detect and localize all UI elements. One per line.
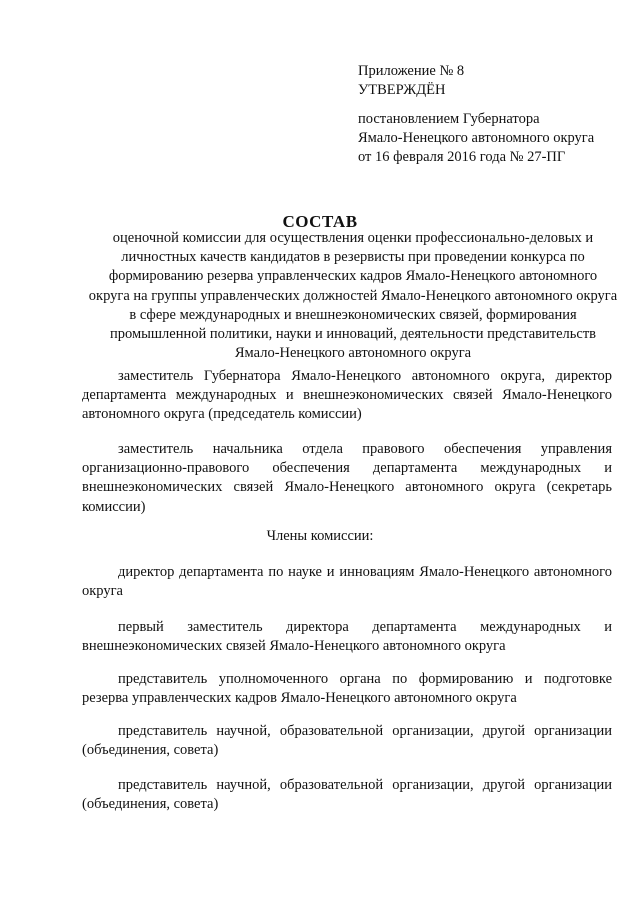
approval-date-number: от 16 февраля 2016 года № 27-ПГ: [358, 149, 566, 165]
member-entry: директор департамента по науке и инновациям Ямало-Ненецкого автономного округа: [82, 564, 612, 600]
approved-by: постановлением Губернатора: [358, 111, 540, 127]
member-entry: представитель научной, образовательной организации, другой организации (объединения, совета): [82, 723, 612, 759]
member-entry: представитель научной, образовательной организации, другой организации (объединения, совета): [82, 777, 612, 813]
document-title: СОСТАВ: [282, 212, 358, 231]
member-entry: первый заместитель директора департамента международных и внешнеэкономических связей Ямало-Ненецкого автономного округа: [82, 619, 612, 655]
document-subtitle: оценочной комиссии для осуществления оценки профессионально-деловых и личностных качеств кандидатов в резервисты при проведении конкурса по формированию резерва управленческих кадров Ямало-Ненецкого автономного округа на группы управленческих должностей Ямало-Ненецкого автономного округа в сфере международных и внешнеэкономических связей, формирования промышленной политики, науки и инноваций, деятельности представительств Ямало-Ненецкого автономного округа: [88, 230, 618, 362]
secretary-entry: заместитель начальника отдела правового обеспечения управления организационно-правового обеспечения департамента международных и внешнеэкономических связей Ямало-Ненецкого автономного округа (секретарь комиссии): [82, 441, 612, 515]
approved-label: УТВЕРЖДЁН: [358, 82, 446, 98]
appendix-number: Приложение № 8: [358, 63, 465, 79]
approval-block: [358, 62, 594, 167]
members-heading: Члены комиссии:: [266, 528, 374, 544]
member-entry: представитель уполномоченного органа по формированию и подготовке резерва управленческих кадров Ямало-Ненецкого автономного округа: [82, 671, 612, 707]
approved-by-region: Ямало-Ненецкого автономного округа: [358, 130, 595, 146]
chairman-entry: заместитель Губернатора Ямало-Ненецкого автономного округа, директор департамента международных и внешнеэкономических связей Ямало-Ненецкого автономного округа (председатель комиссии): [82, 368, 612, 423]
